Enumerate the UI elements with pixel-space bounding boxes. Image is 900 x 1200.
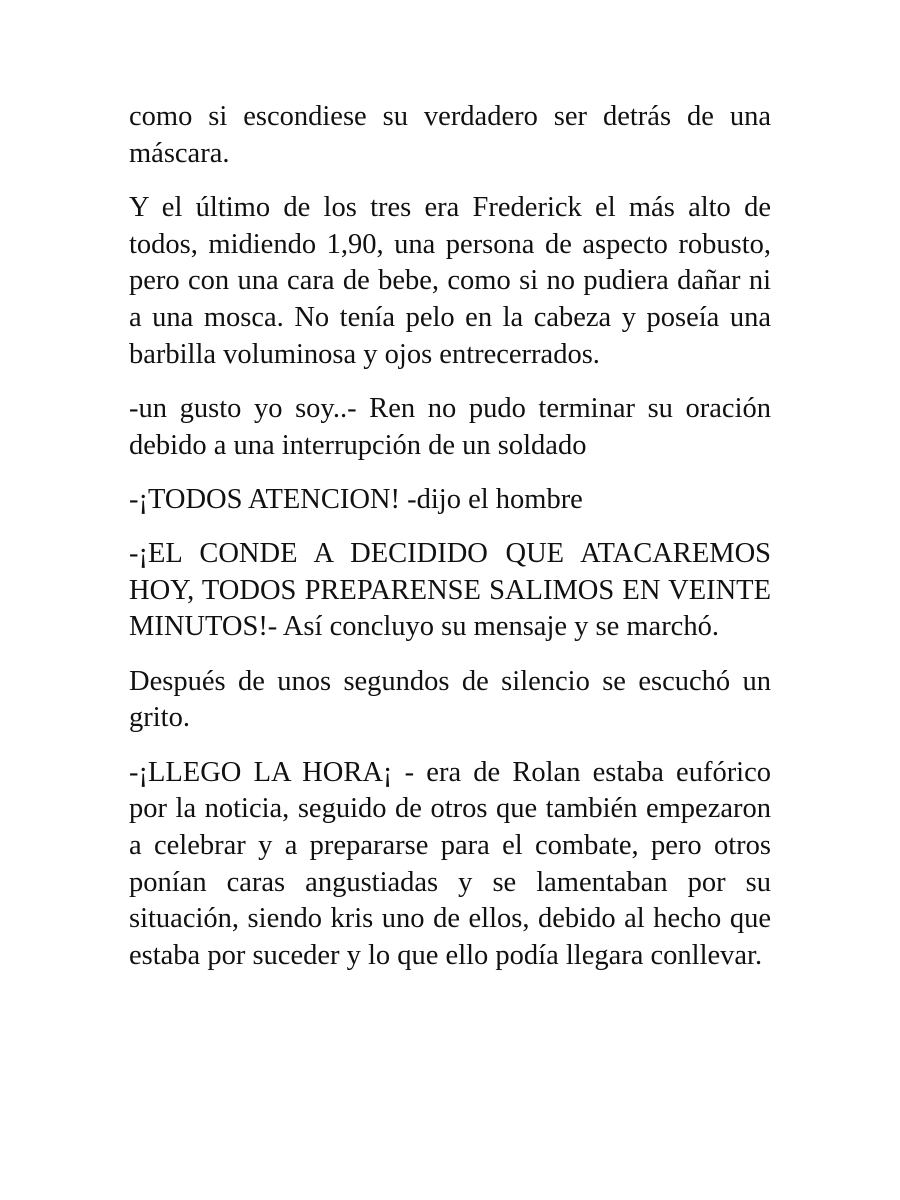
paragraph-2: Y el último de los tres era Frederick el más alto de todos, midiendo 1,90, una persona de aspecto robusto, pero con una cara de bebe, como si no pudiera dañar ni a una mosca. No tenía pelo en la cabeza y poseía una barbilla voluminosa y ojos entrecerrados. [129, 191, 771, 370]
paragraph-5: -¡EL CONDE A DECIDIDO QUE ATACAREMOS HOY, TODOS PREPARENSE SALIMOS EN VEINTE MINUTOS!- Así concluyo su mensaje y se marchó. [129, 538, 771, 643]
document-body [129, 99, 771, 992]
paragraph-1: como si escondiese su verdadero ser detrás de una máscara. [129, 101, 771, 169]
paragraph-6: Después de unos segundos de silencio se escuchó un grito. [129, 665, 771, 734]
paragraph-4: -¡TODOS ATENCION! -dijo el hombre [129, 483, 583, 515]
paragraph-7: -¡LLEGO LA HORA¡ - era de Rolan estaba eufórico por la noticia, seguido de otros que también empezaron a celebrar y a prepararse para el combate, pero otros ponían caras angustiadas y se lamentaban por su situación, siendo kris uno de ellos, debido al hecho que estaba por suceder y lo que ello podía llegara conllevar. [129, 756, 771, 972]
paragraph-3: -un gusto yo soy..- Ren no pudo terminar su oración debido a una interrupción de un soldado [129, 392, 771, 461]
